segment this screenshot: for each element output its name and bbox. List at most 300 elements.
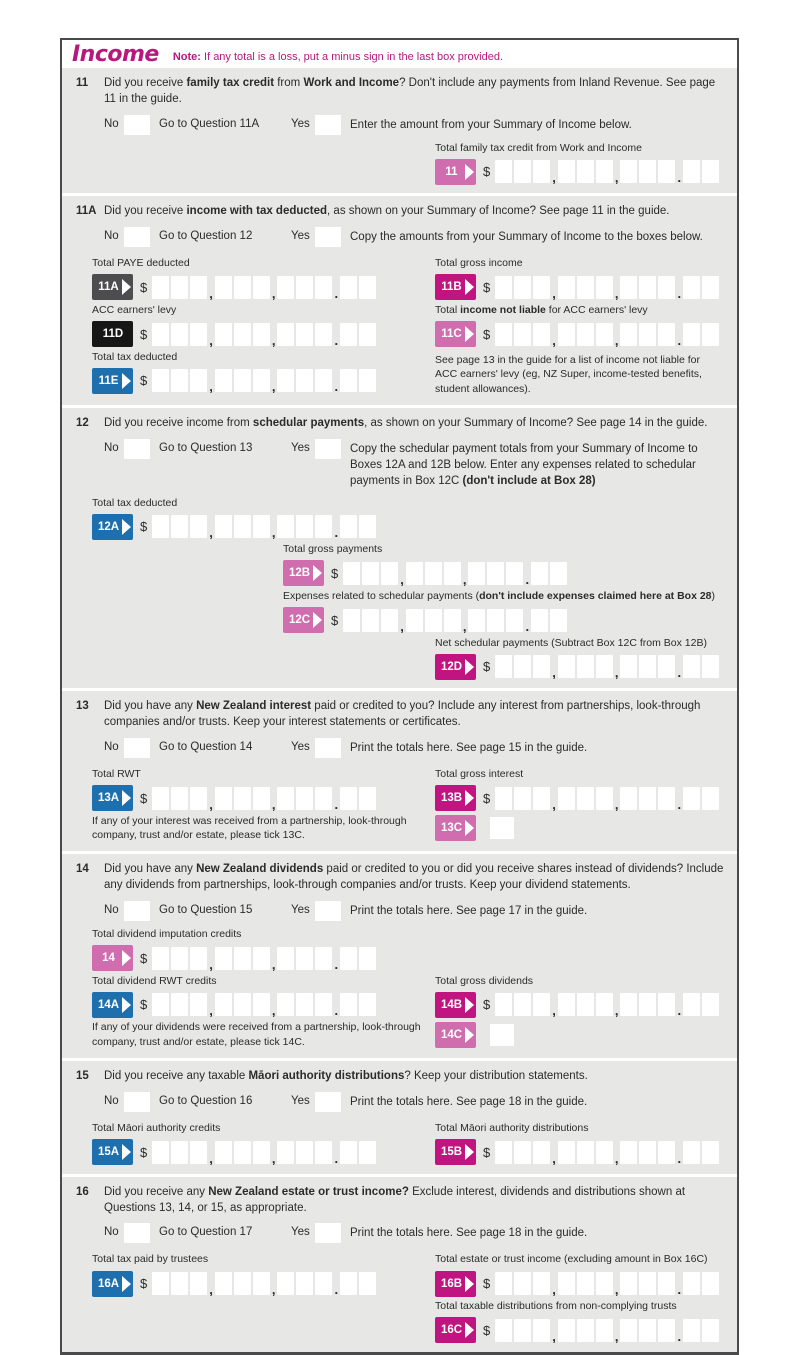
yes-checkbox[interactable] (315, 439, 341, 459)
amount-digit-box[interactable] (620, 323, 637, 346)
amount-digit-box[interactable] (340, 369, 357, 392)
tick-instruction: If any of your interest was received from a partnership, look-through company, trust and/or estate, please tick 13C. (92, 814, 407, 842)
amount-digit-box[interactable] (234, 947, 251, 970)
amount-digit-box[interactable] (152, 276, 169, 299)
amount-digit-box[interactable] (315, 515, 332, 538)
amount-digit-box[interactable] (340, 515, 357, 538)
amount-digit-box[interactable] (620, 993, 637, 1016)
amount-digit-box[interactable] (683, 655, 700, 678)
thousands-separator: , (614, 332, 619, 348)
field-imputation-credits (92, 928, 727, 972)
yes-checkbox[interactable] (315, 115, 341, 135)
field-net-schedular-payments (435, 637, 727, 681)
amount-digit-box[interactable] (315, 787, 332, 810)
amount-digit-box[interactable] (359, 1272, 376, 1295)
amount-digit-box[interactable] (190, 1141, 207, 1164)
no-checkbox[interactable] (124, 1223, 150, 1243)
amount-digit-box[interactable] (658, 787, 675, 810)
yes-checkbox[interactable] (315, 738, 341, 758)
amount-digit-box[interactable] (362, 609, 379, 632)
amount-digit-box[interactable] (533, 655, 550, 678)
amount-digit-box[interactable] (215, 323, 232, 346)
amount-digit-box[interactable] (620, 1141, 637, 1164)
amount-digit-box[interactable] (296, 276, 313, 299)
amount-digit-box[interactable] (468, 562, 485, 585)
amount-digit-box[interactable] (577, 1319, 594, 1342)
note-label: Note: (172, 50, 201, 63)
amount-digit-box[interactable] (152, 1272, 169, 1295)
amount-digit-box[interactable] (215, 369, 232, 392)
amount-digit-box[interactable] (683, 276, 700, 299)
amount-digit-box[interactable] (215, 1272, 232, 1295)
amount-digit-box[interactable] (558, 787, 575, 810)
amount-boxes-11b[interactable] (495, 276, 721, 299)
amount-digit-box[interactable] (558, 1319, 575, 1342)
amount-digit-box[interactable] (495, 993, 512, 1016)
amount-digit-box[interactable] (495, 1272, 512, 1295)
amount-digit-box[interactable] (702, 655, 719, 678)
amount-digit-box[interactable] (171, 276, 188, 299)
amount-digit-box[interactable] (253, 323, 270, 346)
amount-digit-box[interactable] (190, 1272, 207, 1295)
amount-digit-box[interactable] (620, 276, 637, 299)
amount-digit-box[interactable] (359, 369, 376, 392)
amount-digit-box[interactable] (296, 369, 313, 392)
amount-digit-box[interactable] (531, 609, 548, 632)
box-16b-tag: 16B (435, 1271, 476, 1297)
amount-digit-box[interactable] (234, 515, 251, 538)
income-form (60, 38, 739, 1355)
amount-digit-box[interactable] (495, 323, 512, 346)
amount-digit-box[interactable] (683, 160, 700, 183)
amount-digit-box[interactable] (495, 1319, 512, 1342)
amount-digit-box[interactable] (558, 993, 575, 1016)
amount-digit-box[interactable] (533, 787, 550, 810)
field-label: ACC earners' levy (92, 303, 177, 316)
amount-digit-box[interactable] (171, 947, 188, 970)
amount-digit-box[interactable] (340, 276, 357, 299)
thousands-separator: , (209, 956, 213, 972)
amount-digit-box[interactable] (381, 609, 398, 632)
amount-digit-box[interactable] (533, 160, 550, 183)
amount-digit-box[interactable] (171, 1141, 188, 1164)
no-checkbox[interactable] (124, 901, 150, 921)
amount-digit-box[interactable] (596, 160, 613, 183)
amount-digit-box[interactable] (152, 947, 169, 970)
amount-digit-box[interactable] (514, 1141, 531, 1164)
tick-14c-checkbox[interactable] (490, 1024, 514, 1046)
amount-digit-box[interactable] (533, 1141, 550, 1164)
amount-digit-box[interactable] (558, 655, 575, 678)
amount-digit-box[interactable] (381, 562, 398, 585)
amount-digit-box[interactable] (340, 993, 357, 1016)
amount-digit-box[interactable] (639, 655, 656, 678)
amount-digit-box[interactable] (253, 1141, 270, 1164)
amount-digit-box[interactable] (296, 323, 313, 346)
amount-digit-box[interactable] (152, 787, 169, 810)
amount-digit-box[interactable] (639, 1272, 656, 1295)
amount-digit-box[interactable] (683, 1319, 700, 1342)
decimal-point: . (334, 1003, 339, 1019)
amount-digit-box[interactable] (277, 1272, 294, 1295)
box-15b-tag: 15B (435, 1139, 476, 1165)
question-12-section (62, 408, 737, 688)
amount-boxes-11a[interactable] (152, 276, 378, 299)
amount-digit-box[interactable] (277, 515, 294, 538)
amount-digit-box[interactable] (495, 276, 512, 299)
amount-digit-box[interactable] (596, 276, 613, 299)
amount-digit-box[interactable] (296, 947, 313, 970)
amount-digit-box[interactable] (658, 655, 675, 678)
no-checkbox[interactable] (124, 1092, 150, 1112)
amount-digit-box[interactable] (234, 369, 251, 392)
amount-digit-box[interactable] (340, 1141, 357, 1164)
amount-digit-box[interactable] (215, 276, 232, 299)
box-13c-tag: 13C (435, 815, 476, 841)
amount-boxes-13a[interactable] (152, 787, 378, 810)
amount-digit-box[interactable] (190, 993, 207, 1016)
amount-digit-box[interactable] (359, 1141, 376, 1164)
amount-digit-box[interactable] (315, 993, 332, 1016)
amount-digit-box[interactable] (533, 1319, 550, 1342)
amount-boxes-14b[interactable] (495, 993, 721, 1019)
amount-digit-box[interactable] (171, 993, 188, 1016)
amount-digit-box[interactable] (514, 276, 531, 299)
amount-digit-box[interactable] (253, 947, 270, 970)
yes-checkbox[interactable] (315, 901, 341, 921)
dollar-sign: $ (140, 1144, 148, 1160)
amount-digit-box[interactable] (702, 1141, 719, 1164)
amount-digit-box[interactable] (425, 562, 442, 585)
amount-digit-box[interactable] (253, 787, 270, 810)
amount-digit-box[interactable] (359, 276, 376, 299)
amount-boxes-14[interactable] (152, 947, 378, 970)
amount-digit-box[interactable] (639, 160, 656, 183)
amount-digit-box[interactable] (277, 323, 294, 346)
amount-digit-box[interactable] (190, 787, 207, 810)
amount-digit-box[interactable] (702, 276, 719, 299)
amount-digit-box[interactable] (550, 609, 567, 632)
amount-boxes-14a[interactable] (152, 993, 378, 1019)
amount-digit-box[interactable] (190, 515, 207, 538)
amount-digit-box[interactable] (234, 1141, 251, 1164)
amount-digit-box[interactable] (296, 515, 313, 538)
amount-digit-box[interactable] (277, 1141, 294, 1164)
amount-digit-box[interactable] (577, 787, 594, 810)
amount-digit-box[interactable] (152, 323, 169, 346)
amount-digit-box[interactable] (658, 993, 675, 1016)
amount-digit-box[interactable] (596, 993, 613, 1016)
amount-digit-box[interactable] (702, 1319, 719, 1342)
amount-digit-box[interactable] (702, 160, 719, 183)
amount-digit-box[interactable] (152, 369, 169, 392)
field-maori-authority-credits (92, 1122, 435, 1166)
amount-digit-box[interactable] (658, 1319, 675, 1342)
amount-digit-box[interactable] (253, 276, 270, 299)
amount-boxes-12d[interactable] (495, 655, 721, 681)
amount-digit-box[interactable] (577, 160, 594, 183)
amount-digit-box[interactable] (639, 1141, 656, 1164)
amount-digit-box[interactable] (533, 276, 550, 299)
yes-checkbox[interactable] (315, 227, 341, 247)
amount-digit-box[interactable] (506, 562, 523, 585)
amount-digit-box[interactable] (171, 323, 188, 346)
amount-boxes-12a[interactable] (152, 515, 378, 541)
amount-digit-box[interactable] (215, 1141, 232, 1164)
amount-digit-box[interactable] (577, 276, 594, 299)
question-number: 12 (76, 417, 89, 430)
amount-digit-box[interactable] (533, 323, 550, 346)
amount-digit-box[interactable] (702, 1272, 719, 1295)
amount-digit-box[interactable] (215, 787, 232, 810)
amount-digit-box[interactable] (340, 947, 357, 970)
amount-boxes-12c[interactable] (343, 609, 569, 632)
field-label: Total estate or trust income (excluding amount in Box 16C) (435, 1253, 708, 1266)
amount-digit-box[interactable] (315, 369, 332, 392)
amount-digit-box[interactable] (444, 562, 461, 585)
amount-digit-box[interactable] (406, 609, 423, 632)
amount-digit-box[interactable] (190, 369, 207, 392)
amount-digit-box[interactable] (639, 323, 656, 346)
amount-digit-box[interactable] (550, 562, 567, 585)
amount-digit-box[interactable] (577, 1272, 594, 1295)
no-label: No (104, 117, 119, 130)
amount-digit-box[interactable] (296, 1272, 313, 1295)
amount-digit-box[interactable] (253, 993, 270, 1016)
amount-digit-box[interactable] (683, 1141, 700, 1164)
amount-digit-box[interactable] (315, 323, 332, 346)
amount-digit-box[interactable] (514, 1272, 531, 1295)
amount-boxes-11e[interactable] (152, 369, 378, 395)
amount-digit-box[interactable] (359, 947, 376, 970)
thousands-separator: , (271, 379, 276, 395)
amount-digit-box[interactable] (215, 947, 232, 970)
amount-digit-box[interactable] (658, 1272, 675, 1295)
goto-text: Go to Question 16 (159, 1095, 253, 1108)
amount-digit-box[interactable] (315, 276, 332, 299)
amount-digit-box[interactable] (152, 515, 169, 538)
amount-digit-box[interactable] (234, 1272, 251, 1295)
amount-digit-box[interactable] (495, 787, 512, 810)
amount-digit-box[interactable] (359, 515, 376, 538)
amount-digit-box[interactable] (639, 276, 656, 299)
field-label: Expenses related to schedular payments (don't include expenses claimed here at Box 28) (283, 589, 716, 602)
decimal-point: . (525, 618, 530, 634)
amount-digit-box[interactable] (315, 1141, 332, 1164)
field-total-tax-deducted-12a (92, 497, 727, 541)
thousands-separator: , (209, 1003, 213, 1019)
amount-digit-box[interactable] (577, 1141, 594, 1164)
amount-digit-box[interactable] (253, 515, 270, 538)
tick-13c-checkbox[interactable] (490, 817, 514, 839)
amount-digit-box[interactable] (487, 562, 504, 585)
amount-digit-box[interactable] (234, 787, 251, 810)
amount-digit-box[interactable] (702, 993, 719, 1016)
amount-digit-box[interactable] (683, 787, 700, 810)
amount-digit-box[interactable] (190, 276, 207, 299)
amount-digit-box[interactable] (514, 1319, 531, 1342)
yes-checkbox[interactable] (315, 1223, 341, 1243)
amount-digit-box[interactable] (577, 323, 594, 346)
amount-digit-box[interactable] (658, 1141, 675, 1164)
question-text: Did you have any New Zealand interest paid or credited to you? Include any interest from partnerships, look-through companies and/or trusts. Keep your interest statements or certificates. (104, 700, 701, 729)
amount-digit-box[interactable] (468, 609, 485, 632)
amount-digit-box[interactable] (234, 323, 251, 346)
dollar-sign: $ (483, 326, 491, 342)
amount-digit-box[interactable] (277, 369, 294, 392)
yes-checkbox[interactable] (315, 1092, 341, 1112)
amount-boxes-11[interactable] (495, 160, 721, 186)
amount-digit-box[interactable] (596, 323, 613, 346)
amount-digit-box[interactable] (639, 787, 656, 810)
amount-boxes-15b[interactable] (495, 1141, 721, 1164)
amount-digit-box[interactable] (296, 993, 313, 1016)
thousands-separator: , (552, 1003, 556, 1019)
no-checkbox[interactable] (124, 115, 150, 135)
thousands-separator: , (209, 525, 213, 541)
amount-digit-box[interactable] (234, 993, 251, 1016)
amount-digit-box[interactable] (514, 160, 531, 183)
amount-digit-box[interactable] (683, 323, 700, 346)
decimal-point: . (677, 1328, 682, 1344)
amount-digit-box[interactable] (558, 1272, 575, 1295)
amount-digit-box[interactable] (495, 160, 512, 183)
amount-digit-box[interactable] (596, 787, 613, 810)
no-checkbox[interactable] (124, 439, 150, 459)
amount-digit-box[interactable] (683, 1272, 700, 1295)
amount-digit-box[interactable] (425, 609, 442, 632)
amount-digit-box[interactable] (171, 369, 188, 392)
amount-digit-box[interactable] (639, 993, 656, 1016)
amount-digit-box[interactable] (514, 993, 531, 1016)
amount-digit-box[interactable] (152, 993, 169, 1016)
amount-digit-box[interactable] (277, 787, 294, 810)
amount-digit-box[interactable] (215, 515, 232, 538)
amount-boxes-13b[interactable] (495, 787, 721, 810)
amount-digit-box[interactable] (343, 609, 360, 632)
decimal-point: . (677, 665, 682, 681)
amount-digit-box[interactable] (406, 562, 423, 585)
amount-boxes-16a[interactable] (152, 1272, 378, 1298)
amount-digit-box[interactable] (577, 993, 594, 1016)
amount-digit-box[interactable] (658, 160, 675, 183)
amount-digit-box[interactable] (340, 323, 357, 346)
amount-digit-box[interactable] (506, 609, 523, 632)
amount-digit-box[interactable] (596, 655, 613, 678)
field-total-tax-deducted (92, 351, 435, 395)
amount-digit-box[interactable] (533, 993, 550, 1016)
amount-digit-box[interactable] (253, 369, 270, 392)
amount-digit-box[interactable] (215, 993, 232, 1016)
amount-digit-box[interactable] (596, 1141, 613, 1164)
amount-digit-box[interactable] (596, 1319, 613, 1342)
amount-digit-box[interactable] (658, 323, 675, 346)
amount-digit-box[interactable] (558, 276, 575, 299)
amount-boxes-16c[interactable] (495, 1319, 721, 1342)
thousands-separator: , (614, 796, 619, 812)
box-12b-tag: 12B (283, 560, 324, 586)
amount-digit-box[interactable] (596, 1272, 613, 1295)
amount-boxes-11c[interactable] (495, 323, 721, 346)
amount-digit-box[interactable] (234, 276, 251, 299)
box-15a-tag: 15A (92, 1139, 133, 1165)
amount-digit-box[interactable] (533, 1272, 550, 1295)
amount-boxes-11d[interactable] (152, 323, 378, 346)
amount-digit-box[interactable] (152, 1141, 169, 1164)
box-11a-tag: 11A (92, 274, 133, 300)
amount-digit-box[interactable] (277, 993, 294, 1016)
amount-digit-box[interactable] (558, 323, 575, 346)
arrow-right-icon (313, 565, 322, 581)
amount-digit-box[interactable] (702, 787, 719, 810)
amount-digit-box[interactable] (620, 655, 637, 678)
header-note (173, 47, 503, 63)
amount-digit-box[interactable] (620, 787, 637, 810)
field-label: Total dividend RWT credits (92, 974, 217, 987)
amount-digit-box[interactable] (620, 1272, 637, 1295)
decimal-point: . (677, 1003, 682, 1019)
amount-boxes-16b[interactable] (495, 1272, 721, 1298)
field-total-rwt (92, 768, 435, 812)
amount-digit-box[interactable] (620, 1319, 637, 1342)
amount-digit-box[interactable] (577, 655, 594, 678)
amount-digit-box[interactable] (702, 323, 719, 346)
amount-boxes-12b[interactable] (343, 562, 569, 585)
amount-digit-box[interactable] (558, 160, 575, 183)
amount-digit-box[interactable] (359, 323, 376, 346)
amount-digit-box[interactable] (495, 1141, 512, 1164)
amount-digit-box[interactable] (253, 1272, 270, 1295)
tick-instruction: If any of your dividends were received from a partnership, look-through company, trust and/or estate, please tick 14C. (92, 1021, 421, 1049)
amount-digit-box[interactable] (639, 1319, 656, 1342)
amount-digit-box[interactable] (296, 1141, 313, 1164)
amount-digit-box[interactable] (514, 323, 531, 346)
amount-digit-box[interactable] (277, 947, 294, 970)
amount-digit-box[interactable] (531, 562, 548, 585)
no-checkbox[interactable] (124, 227, 150, 247)
thousands-separator: , (209, 332, 213, 348)
no-checkbox[interactable] (124, 738, 150, 758)
amount-digit-box[interactable] (683, 993, 700, 1016)
amount-digit-box[interactable] (190, 323, 207, 346)
amount-digit-box[interactable] (190, 947, 207, 970)
amount-digit-box[interactable] (315, 1272, 332, 1295)
amount-digit-box[interactable] (495, 655, 512, 678)
amount-digit-box[interactable] (558, 1141, 575, 1164)
amount-digit-box[interactable] (340, 787, 357, 810)
amount-digit-box[interactable] (514, 787, 531, 810)
box-13a-tag: 13A (92, 785, 133, 811)
amount-digit-box[interactable] (359, 993, 376, 1016)
amount-digit-box[interactable] (315, 947, 332, 970)
amount-digit-box[interactable] (444, 609, 461, 632)
amount-digit-box[interactable] (296, 787, 313, 810)
amount-digit-box[interactable] (359, 787, 376, 810)
amount-digit-box[interactable] (620, 160, 637, 183)
amount-digit-box[interactable] (277, 276, 294, 299)
amount-digit-box[interactable] (340, 1272, 357, 1295)
amount-digit-box[interactable] (343, 562, 360, 585)
amount-digit-box[interactable] (171, 1272, 188, 1295)
amount-digit-box[interactable] (658, 276, 675, 299)
amount-boxes-15a[interactable] (152, 1141, 378, 1164)
amount-digit-box[interactable] (171, 515, 188, 538)
amount-digit-box[interactable] (514, 655, 531, 678)
amount-digit-box[interactable] (487, 609, 504, 632)
amount-digit-box[interactable] (362, 562, 379, 585)
amount-digit-box[interactable] (171, 787, 188, 810)
yes-instruction: Print the totals here. See page 17 in the guide. (350, 905, 588, 918)
